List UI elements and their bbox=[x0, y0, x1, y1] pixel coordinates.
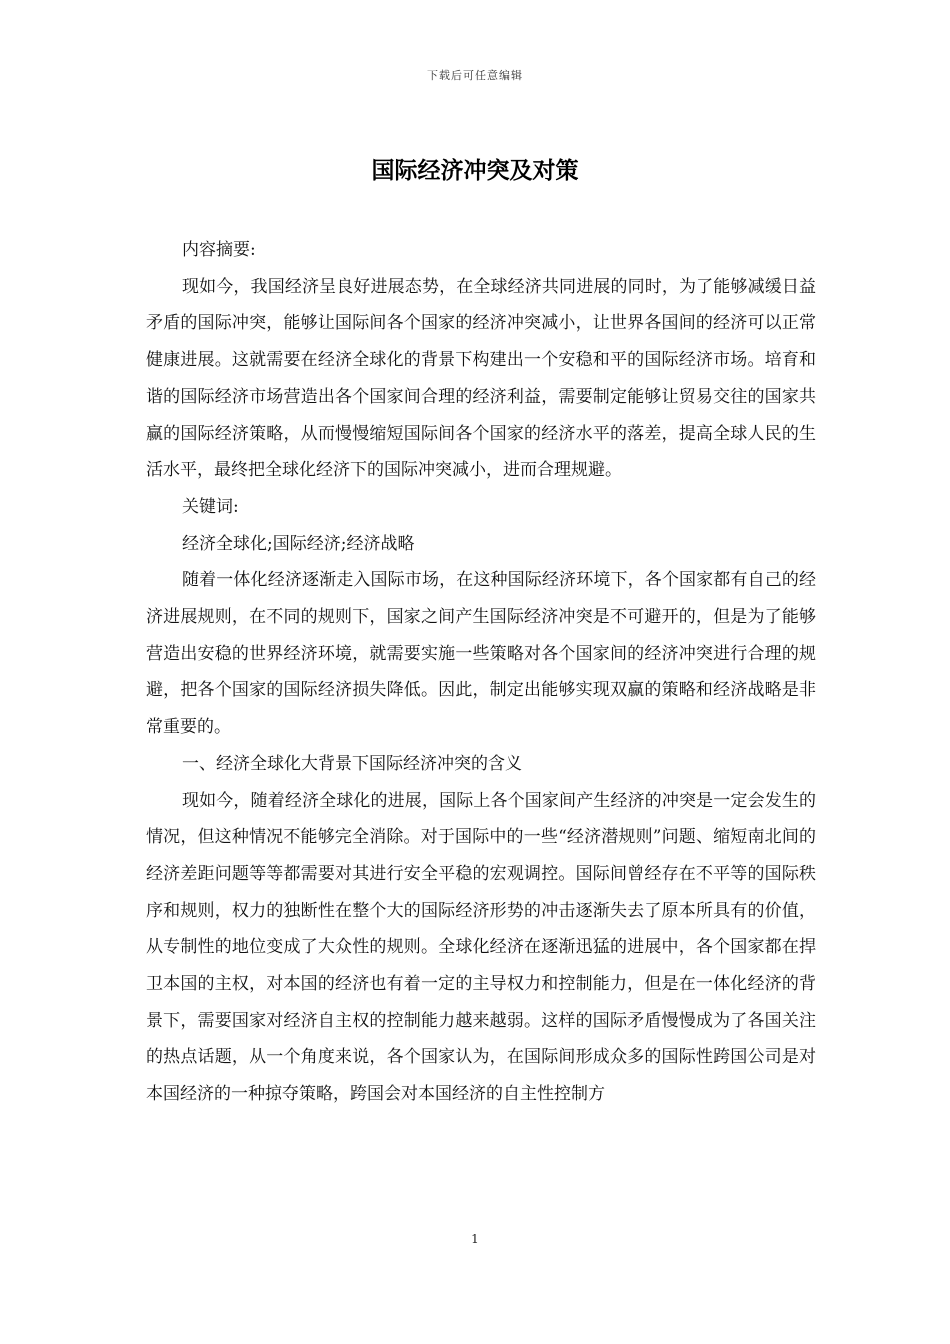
intro-paragraph: 随着一体化经济逐渐走入国际市场，在这种国际经济环境下，各个国家都有自己的经济进展规则，在不同的规则下，国家之间产生国际经济冲突是不可避开的，但是为了能够营造出安稳的世界经济环境，就需要实施一些策略对各个国家间的经济冲突进行合理的规避，把各个国家的国际经济损失降低。因此，制定出能够实现双赢的策略和经济战略是非常重要的。 bbox=[146, 570, 816, 738]
section-heading: 一、经济全球化大背景下国际经济冲突的含义 bbox=[182, 753, 522, 774]
abstract-paragraph: 现如今，我国经济呈良好进展态势，在全球经济共同进展的同时，为了能够减缓日益矛盾的国际冲突，能够让国际间各个国家的经济冲突减小，让世界各国间的经济可以正常健康进展。这就需要在经济全球化的背景下构建出一个安稳和平的国际经济市场。培育和谐的国际经济市场营造出各个国家间合理的经济利益，需要制定能够让贸易交往的国家共赢的国际经济策略，从而慢慢缩短国际间各个国家的经济水平的落差，提高全球人民的生活水平，最终把全球化经济下的国际冲突减小，进而合理规避。 bbox=[146, 276, 816, 481]
page-number: 1 bbox=[471, 1232, 479, 1246]
document-title: 国际经济冲突及对策 bbox=[371, 157, 579, 184]
keywords-label: 关键词: bbox=[182, 496, 239, 517]
header-note: 下载后可任意编辑 bbox=[427, 69, 523, 82]
abstract-label: 内容摘要: bbox=[182, 240, 256, 260]
section-paragraph: 现如今，随着经济全球化的进展，国际上各个国家间产生经济的冲突是一定会发生的情况，但这种情况不能够完全消除。对于国际中的一些“经济潜规则”问题、缩短南北间的经济差距问题等等都需要对其进行安全平稳的宏观调控。国际间曾经存在不平等的国际秩序和规则，权力的独断性在整个大的国际经济形势的冲击逐渐失去了原本所具有的价值，从专制性的地位变成了大众性的规则。全球化经济在逐渐迅猛的进展中，各个国家都在捍卫本国的主权，对本国的经济也有着一定的主导权力和控制能力，但是在一体化经济的背景下，需要国家对经济自主权的控制能力越来越弱。这样的国际矛盾慢慢成为了各国关注的热点话题，从一个角度来说，各个国家认为，在国际间形成众多的国际性跨国公司是对本国经济的一种掠夺策略，跨国会对本国经济的自主性控制方 bbox=[146, 790, 816, 1105]
document-body bbox=[146, 232, 816, 1113]
keywords-text: 经济全球化;国际经济;经济战略 bbox=[182, 533, 415, 554]
